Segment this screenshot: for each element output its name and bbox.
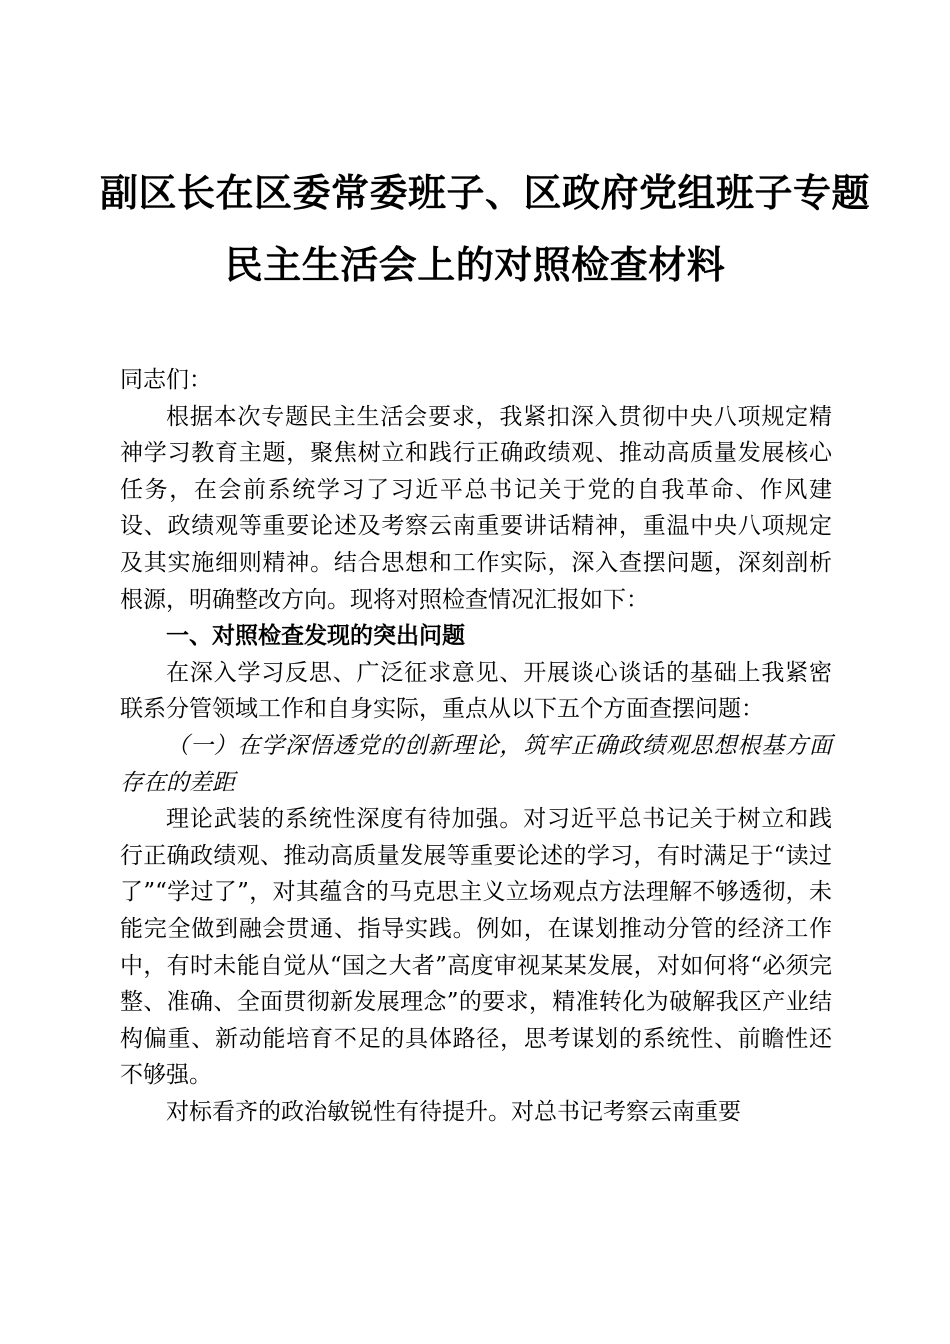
salutation: 同志们： [120,367,212,393]
subsection-heading-1: （一）在学深悟透党的创新理论，筑牢正确政绩观思想根基方面存在的差距 [120,732,832,796]
document-title-line-2: 民主生活会上的对照检查材料 [224,242,726,287]
document-title-line-1: 副区长在区委常委班子、区政府党组班子专题 [100,170,871,215]
section-1-intro-paragraph: 在深入学习反思、广泛征求意见、开展谈心谈话的基础上我紧密联系分管领域工作和自身实际，重点从以下五个方面查摆问题： [120,659,832,723]
subsection-1-paragraph-1: 理论武装的系统性深度有待加强。对习近平总书记关于树立和践行正确政绩观、推动高质量发展等重要论述的学习，有时满足于“读过了”“学过了”，对其蕴含的马克思主义立场观点方法理解不够透彻，未能完全做到融会贯通、指导实践。例如，在谋划推动分管的经济工作中，有时未能自觉从“国之大者”高度审视某某发展，对如何将“必须完整、准确、全面贯彻新发展理念”的要求，精准转化为破解我区产业结构偏重、新动能培育不足的具体路径，思考谋划的系统性、前瞻性还不够强。 [120,806,832,1089]
document-body [120,362,832,1130]
section-heading-1: 一、对照检查发现的突出问题 [166,623,465,650]
subsection-1-paragraph-2: 对标看齐的政治敏锐性有待提升。对总书记考察云南重要 [166,1098,741,1125]
intro-paragraph: 根据本次专题民主生活会要求，我紧扣深入贯彻中央八项规定精神学习教育主题，聚焦树立和践行正确政绩观、推动高质量发展核心任务，在会前系统学习了习近平总书记关于党的自我革命、作风建设、政绩观等重要论述及考察云南重要讲话精神，重温中央八项规定及其实施细则精神。结合思想和工作实际，深入查摆问题，深刻剖析根源，明确整改方向。现将对照检查情况汇报如下： [120,403,832,613]
